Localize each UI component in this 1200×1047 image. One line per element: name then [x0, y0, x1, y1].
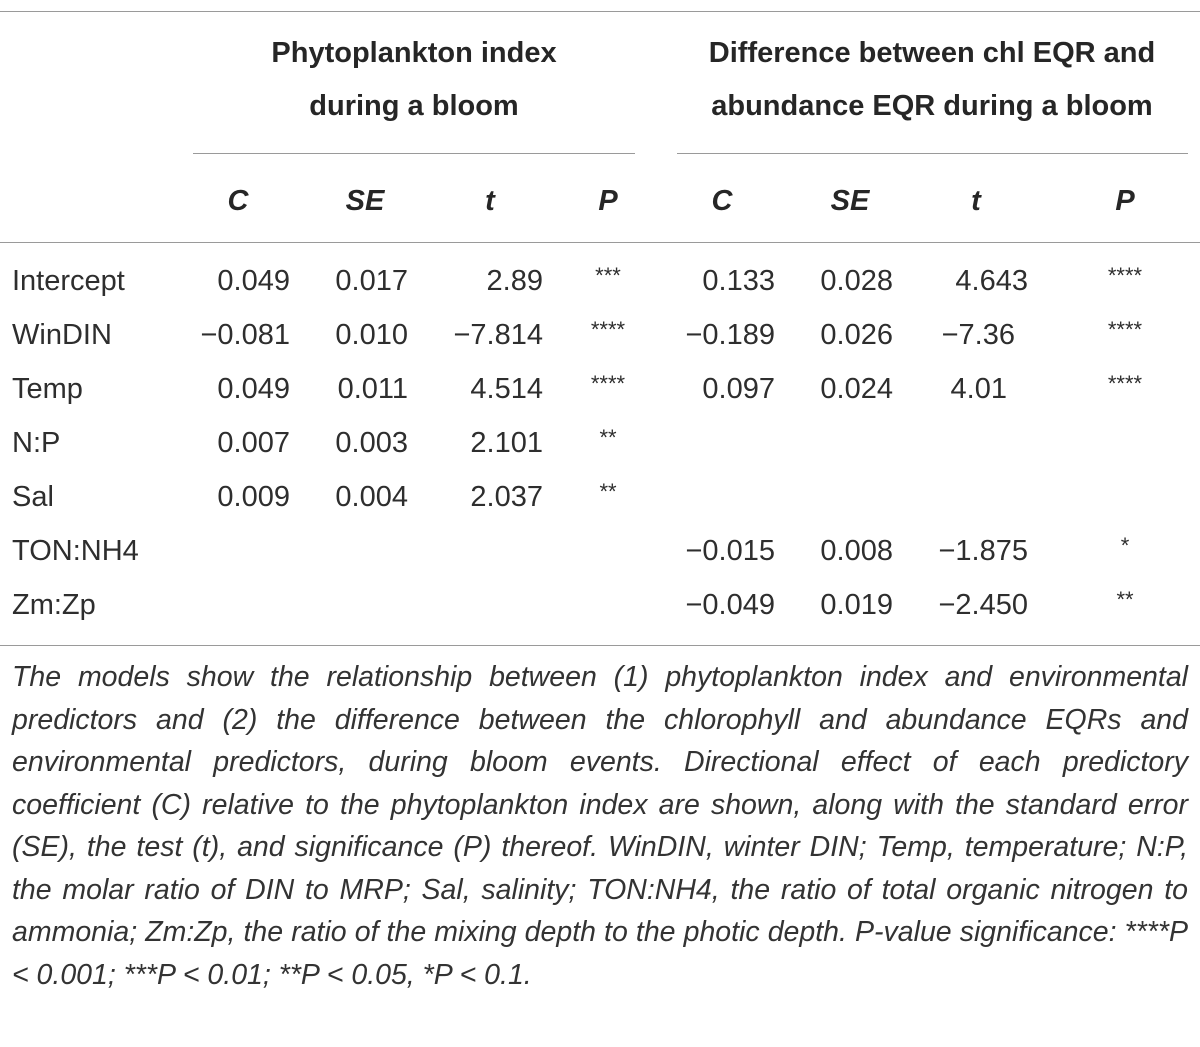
cell-p: ** — [1116, 587, 1134, 612]
group-title-line: Difference between chl EQR and — [708, 37, 1156, 69]
cell-c: −0.081 — [200, 319, 290, 351]
cell-p: **** — [1107, 371, 1143, 396]
bottom-rule — [0, 645, 1200, 646]
cell-p: **** — [590, 371, 626, 396]
cell-se: 0.017 — [335, 265, 408, 297]
cell-c: −0.015 — [685, 535, 775, 567]
row-label: N:P — [12, 427, 61, 459]
row-label: Sal — [12, 481, 54, 513]
group-title-line: during a bloom — [309, 90, 519, 122]
cell-c: −0.049 — [685, 589, 775, 621]
top-rule — [0, 11, 1200, 12]
cell-p: **** — [1107, 263, 1143, 288]
cell-t: 4.514 — [470, 373, 543, 405]
table-row — [0, 524, 1200, 578]
col-header-c: C — [711, 185, 733, 217]
cell-c: 0.009 — [217, 481, 290, 513]
cell-c: −0.189 — [685, 319, 775, 351]
cell-t: −2.450 — [938, 589, 1028, 621]
cell-p: **** — [1107, 317, 1143, 342]
cell-t: 2.101 — [470, 427, 543, 459]
cell-se: 0.011 — [337, 373, 408, 405]
cell-t: −7.36 — [941, 319, 1015, 351]
cell-se: 0.028 — [820, 265, 893, 297]
cell-p: **** — [590, 317, 626, 342]
cell-c: 0.097 — [702, 373, 775, 405]
cell-t: 4.643 — [955, 265, 1028, 297]
col-header-t: t — [971, 185, 981, 217]
cell-se: 0.019 — [820, 589, 893, 621]
cell-c: 0.049 — [217, 373, 290, 405]
group-title-line: Phytoplankton index — [271, 37, 557, 69]
col-header-t: t — [485, 185, 495, 217]
row-label: WinDIN — [12, 319, 112, 351]
table-row — [0, 362, 1200, 416]
cell-se: 0.003 — [335, 427, 408, 459]
table-row — [0, 254, 1200, 308]
cell-p: * — [1120, 533, 1130, 558]
table-row — [0, 470, 1200, 524]
table-caption: The models show the relationship between (1) phytoplankton index and environmental predictors and (2) the difference between the chlorophyll and abundance EQRs and environmental predictors, during bloom events. Directional effect of each predictory coefficient (C) relative to the phytoplankton index are shown, along with the standard error (SE), the test (t), and significance (P) thereof. WinDIN, winter DIN; Temp, temperature; N:P, the molar ratio of DIN to MRP; Sal, salinity; TON:NH4, the ratio of total organic nitrogen to ammonia; Zm:Zp, the ratio of the mixing depth to the photic depth. P-value significance: ****P < 0.001; ***P < 0.01; **P < 0.05, *P < 0.1. — [12, 661, 1188, 991]
col-header-se: SE — [345, 185, 385, 217]
cell-se: 0.004 — [335, 481, 408, 513]
cell-se: 0.010 — [335, 319, 408, 351]
cell-p: ** — [599, 425, 617, 450]
cell-c: 0.007 — [217, 427, 290, 459]
row-label: TON:NH4 — [12, 535, 139, 567]
table-row — [0, 578, 1200, 632]
row-label: Zm:Zp — [12, 589, 96, 621]
cell-c: 0.049 — [217, 265, 290, 297]
cell-t: 2.89 — [486, 265, 543, 297]
header-rule — [0, 242, 1200, 243]
col-header-c: C — [227, 185, 249, 217]
cell-se: 0.026 — [820, 319, 893, 351]
group-rule-left — [193, 153, 635, 154]
col-header-p: P — [1115, 185, 1135, 217]
row-label: Temp — [12, 373, 83, 405]
cell-se: 0.024 — [820, 373, 893, 405]
cell-se: 0.008 — [820, 535, 893, 567]
cell-t: −7.814 — [453, 319, 543, 351]
cell-p: *** — [595, 263, 621, 288]
table-row — [0, 416, 1200, 470]
cell-t: 4.01 — [950, 373, 1007, 405]
group-title-phytoplankton-index — [193, 27, 635, 133]
cell-p: ** — [599, 479, 617, 504]
row-label: Intercept — [12, 265, 125, 297]
table-row — [0, 308, 1200, 362]
group-rule-right — [677, 153, 1188, 154]
cell-t: −1.875 — [938, 535, 1028, 567]
cell-c: 0.133 — [702, 265, 775, 297]
col-header-p: P — [598, 185, 618, 217]
cell-t: 2.037 — [470, 481, 543, 513]
group-title-line: abundance EQR during a bloom — [711, 90, 1153, 122]
group-title-eqr-difference — [672, 27, 1192, 133]
col-header-se: SE — [830, 185, 870, 217]
